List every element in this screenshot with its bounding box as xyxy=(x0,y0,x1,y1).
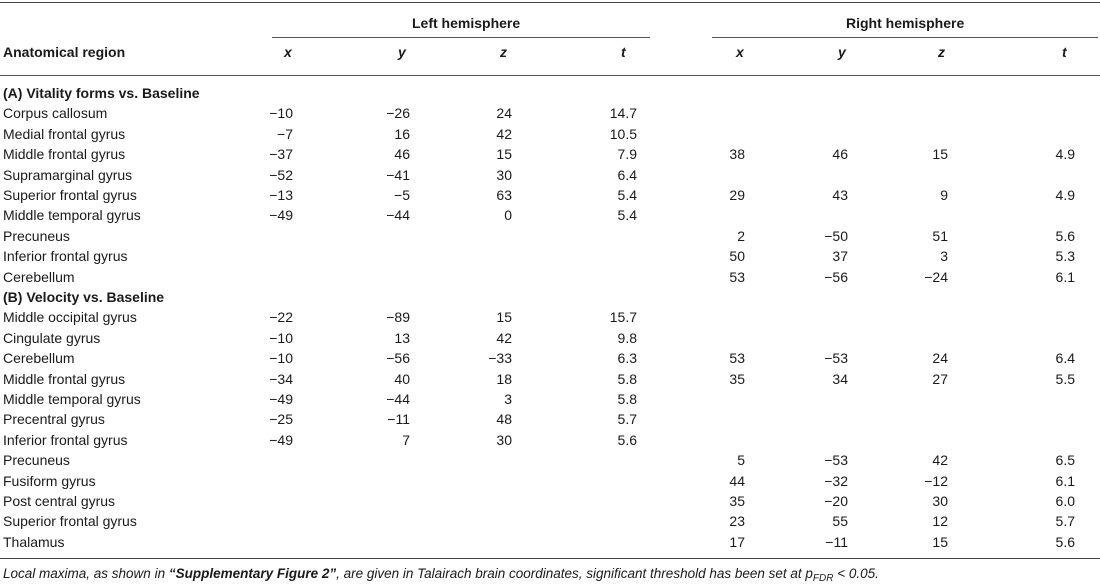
right-y-value: 34 xyxy=(832,371,848,387)
section-heading: (A) Vitality forms vs. Baseline xyxy=(3,85,200,101)
left-x-value: −7 xyxy=(277,126,293,142)
region-name: Medial frontal gyrus xyxy=(3,126,126,142)
left-x-value: −52 xyxy=(269,167,293,183)
left-t-value: 5.4 xyxy=(617,207,637,223)
left-y-value: 46 xyxy=(394,146,410,162)
region-name: Cerebellum xyxy=(3,350,75,366)
right-x-value: 53 xyxy=(729,269,745,285)
right-z-value: 27 xyxy=(932,371,948,387)
left-x-value: −10 xyxy=(269,330,293,346)
region-name: Middle temporal gyrus xyxy=(3,391,141,407)
left-x-value: −13 xyxy=(269,187,293,203)
right-y-header: y xyxy=(838,44,846,60)
right-x-value: 44 xyxy=(729,473,745,489)
section-heading: (B) Velocity vs. Baseline xyxy=(3,289,165,305)
left-x-value: −37 xyxy=(269,146,293,162)
left-group-rule xyxy=(272,37,650,38)
left-z-value: 42 xyxy=(496,330,512,346)
left-x-value: −49 xyxy=(269,207,293,223)
left-t-value: 7.9 xyxy=(617,146,637,162)
left-z-value: −33 xyxy=(488,350,512,366)
right-z-value: 3 xyxy=(940,248,948,264)
left-x-value: −49 xyxy=(269,391,293,407)
header-bottom-rule xyxy=(0,75,1100,76)
right-z-value: 24 xyxy=(932,350,948,366)
region-name: Inferior frontal gyrus xyxy=(3,248,128,264)
right-x-value: 23 xyxy=(729,513,745,529)
left-z-value: 0 xyxy=(504,207,512,223)
left-t-value: 5.6 xyxy=(617,432,637,448)
right-y-value: 55 xyxy=(832,513,848,529)
left-t-value: 5.8 xyxy=(617,371,637,387)
left-t-value: 14.7 xyxy=(609,105,637,121)
region-name: Superior frontal gyrus xyxy=(3,187,137,203)
right-t-header: t xyxy=(1062,44,1067,60)
right-x-value: 29 xyxy=(729,187,745,203)
left-z-value: 15 xyxy=(496,146,512,162)
right-t-value: 5.6 xyxy=(1055,534,1075,550)
left-y-value: 7 xyxy=(402,432,410,448)
right-x-value: 38 xyxy=(729,146,745,162)
left-y-header: y xyxy=(398,44,406,60)
right-t-value: 5.5 xyxy=(1055,371,1075,387)
left-t-value: 6.4 xyxy=(617,167,637,183)
right-z-header: z xyxy=(938,44,945,60)
right-z-value: 51 xyxy=(932,228,948,244)
right-z-value: −24 xyxy=(924,269,948,285)
left-x-value: −49 xyxy=(269,432,293,448)
right-z-value: 42 xyxy=(932,452,948,468)
right-z-value: 9 xyxy=(940,187,948,203)
region-name: Fusiform gyrus xyxy=(3,473,96,489)
right-x-value: 5 xyxy=(737,452,745,468)
left-y-value: −41 xyxy=(386,167,410,183)
left-x-value: −34 xyxy=(269,371,293,387)
left-t-value: 5.4 xyxy=(617,187,637,203)
left-x-header: x xyxy=(284,44,292,60)
region-name: Corpus callosum xyxy=(3,105,108,121)
region-name: Precuneus xyxy=(3,452,70,468)
left-t-value: 5.8 xyxy=(617,391,637,407)
region-name: Thalamus xyxy=(3,534,65,550)
region-name: Inferior frontal gyrus xyxy=(3,432,128,448)
left-z-value: 3 xyxy=(504,391,512,407)
left-z-value: 24 xyxy=(496,105,512,121)
left-y-value: 40 xyxy=(394,371,410,387)
right-t-value: 5.3 xyxy=(1055,248,1075,264)
bottom-rule xyxy=(0,558,1100,559)
right-y-value: −20 xyxy=(824,493,848,509)
right-y-value: −56 xyxy=(824,269,848,285)
left-z-value: 48 xyxy=(496,411,512,427)
left-hemisphere-header: Left hemisphere xyxy=(412,15,521,31)
right-y-value: −50 xyxy=(824,228,848,244)
left-y-value: −44 xyxy=(386,207,410,223)
region-name: Middle frontal gyrus xyxy=(3,371,126,387)
left-z-value: 63 xyxy=(496,187,512,203)
right-t-value: 6.1 xyxy=(1055,473,1075,489)
region-name: Supramarginal gyrus xyxy=(3,167,133,183)
region-name: Cerebellum xyxy=(3,269,75,285)
right-group-rule xyxy=(712,37,1098,38)
left-y-value: −89 xyxy=(386,309,410,325)
left-z-value: 42 xyxy=(496,126,512,142)
right-y-value: −32 xyxy=(824,473,848,489)
right-x-value: 53 xyxy=(729,350,745,366)
right-z-value: 15 xyxy=(932,146,948,162)
right-x-value: 17 xyxy=(729,534,745,550)
right-x-value: 50 xyxy=(729,248,745,264)
left-y-value: 16 xyxy=(394,126,410,142)
right-t-value: 5.7 xyxy=(1055,513,1075,529)
left-x-value: −10 xyxy=(269,350,293,366)
left-x-value: −22 xyxy=(269,309,293,325)
left-t-value: 9.8 xyxy=(617,330,637,346)
right-y-value: 43 xyxy=(832,187,848,203)
region-name: Cingulate gyrus xyxy=(3,330,101,346)
right-y-value: 37 xyxy=(832,248,848,264)
right-z-value: −12 xyxy=(924,473,948,489)
left-x-value: −25 xyxy=(269,411,293,427)
right-z-value: 15 xyxy=(932,534,948,550)
left-t-value: 5.7 xyxy=(617,411,637,427)
left-z-value: 15 xyxy=(496,309,512,325)
right-t-value: 4.9 xyxy=(1055,187,1075,203)
right-hemisphere-header: Right hemisphere xyxy=(846,15,965,31)
region-name: Precentral gyrus xyxy=(3,411,105,427)
region-name: Post central gyrus xyxy=(3,493,116,509)
left-t-value: 15.7 xyxy=(609,309,637,325)
right-x-header: x xyxy=(736,44,744,60)
region-name: Middle temporal gyrus xyxy=(3,207,141,223)
right-y-value: −11 xyxy=(825,534,848,550)
table-footnote: Local maxima, as shown in “Supplementary Figure 2”, are given in Talairach brain coordinates, significant threshold has been set at $p_{FDR} < 0.05$. xyxy=(3,566,879,584)
right-x-value: 35 xyxy=(729,371,745,387)
right-t-value: 6.1 xyxy=(1055,269,1075,285)
right-y-value: −53 xyxy=(824,452,848,468)
right-t-value: 6.5 xyxy=(1055,452,1075,468)
right-x-value: 2 xyxy=(737,228,745,244)
top-rule xyxy=(0,2,1100,3)
left-y-value: −5 xyxy=(394,187,410,203)
right-x-value: 35 xyxy=(729,493,745,509)
right-z-value: 30 xyxy=(932,493,948,509)
left-z-header: z xyxy=(500,44,507,60)
right-t-value: 6.0 xyxy=(1055,493,1075,509)
region-name: Middle occipital gyrus xyxy=(3,309,137,325)
right-t-value: 6.4 xyxy=(1055,350,1075,366)
left-y-value: −56 xyxy=(386,350,410,366)
left-z-value: 30 xyxy=(496,432,512,448)
region-name: Middle frontal gyrus xyxy=(3,146,126,162)
left-t-value: 6.3 xyxy=(617,350,637,366)
left-y-value: −44 xyxy=(386,391,410,407)
right-t-value: 4.9 xyxy=(1055,146,1075,162)
region-column-header: Anatomical region xyxy=(3,44,126,60)
left-z-value: 18 xyxy=(496,371,512,387)
left-y-value: 13 xyxy=(394,330,410,346)
left-t-header: t xyxy=(621,44,626,60)
right-z-value: 12 xyxy=(932,513,948,529)
left-t-value: 10.5 xyxy=(609,126,637,142)
left-x-value: −10 xyxy=(269,105,293,121)
left-y-value: −26 xyxy=(386,105,410,121)
right-y-value: −53 xyxy=(824,350,848,366)
region-name: Precuneus xyxy=(3,228,70,244)
right-y-value: 46 xyxy=(832,146,848,162)
left-y-value: −11 xyxy=(387,411,410,427)
left-z-value: 30 xyxy=(496,167,512,183)
right-t-value: 5.6 xyxy=(1055,228,1075,244)
region-name: Superior frontal gyrus xyxy=(3,513,137,529)
